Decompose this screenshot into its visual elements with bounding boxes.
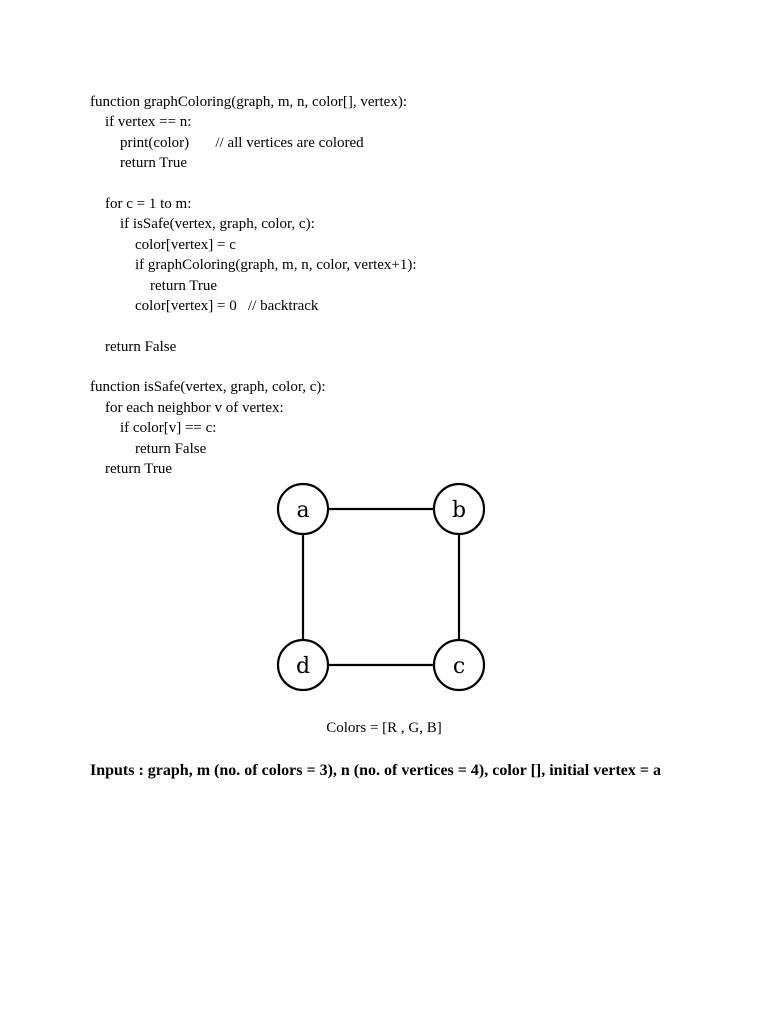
code-text: color[vertex] = c <box>135 236 236 253</box>
code-line <box>90 174 730 194</box>
code-text: return False <box>105 338 177 355</box>
pseudocode-block <box>90 92 730 479</box>
code-line <box>90 296 730 316</box>
graph-edges <box>303 509 459 665</box>
node-a <box>278 484 328 534</box>
code-line <box>90 276 730 296</box>
code-comment: // all vertices are colored <box>215 134 364 151</box>
node-c <box>434 640 484 690</box>
code-line <box>90 235 730 255</box>
node-label: b <box>451 498 467 523</box>
code-line <box>90 194 730 214</box>
node-label: a <box>296 498 310 523</box>
node-b <box>434 484 484 534</box>
code-line <box>90 459 730 479</box>
code-text: color[vertex] = 0 <box>135 297 248 314</box>
code-text: if color[v] == c: <box>120 420 217 437</box>
code-line <box>90 92 730 112</box>
code-text: return True <box>150 277 218 294</box>
code-line <box>90 112 730 132</box>
code-comment: // backtrack <box>248 297 319 314</box>
node-label: c <box>452 654 466 679</box>
inputs-description: Inputs : graph, m (no. of colors = 3), n (no. of vertices = 4), color [], initial vertex = a <box>90 762 661 779</box>
code-line <box>90 398 730 418</box>
code-text: if graphColoring(graph, m, n, color, vertex+1): <box>135 257 417 274</box>
graph-diagram <box>270 478 494 698</box>
code-text: function graphColoring(graph, m, n, color[], vertex): <box>90 94 407 110</box>
graph-svg <box>270 478 494 698</box>
code-line <box>90 214 730 234</box>
node-d <box>278 640 328 690</box>
code-text: if vertex == n: <box>105 114 192 131</box>
code-line <box>90 337 730 357</box>
code-text: return False <box>135 440 207 457</box>
code-line <box>90 418 730 438</box>
code-text: print(color) <box>120 134 216 151</box>
code-text: return True <box>105 461 173 478</box>
code-text: for c = 1 to m: <box>105 195 192 212</box>
code-line <box>90 439 730 459</box>
code-line <box>90 133 730 153</box>
colors-caption: Colors = [R , G, B] <box>326 720 442 736</box>
code-text: return True <box>120 155 188 172</box>
code-text: for each neighbor v of vertex: <box>105 399 284 416</box>
node-label: d <box>295 654 311 679</box>
code-line <box>90 357 730 377</box>
code-line <box>90 153 730 173</box>
code-text: if isSafe(vertex, graph, color, c): <box>120 216 315 233</box>
code-text: function isSafe(vertex, graph, color, c): <box>90 379 326 396</box>
code-line <box>90 377 730 397</box>
graph-nodes <box>278 484 484 690</box>
code-line <box>90 316 730 336</box>
code-line <box>90 255 730 275</box>
